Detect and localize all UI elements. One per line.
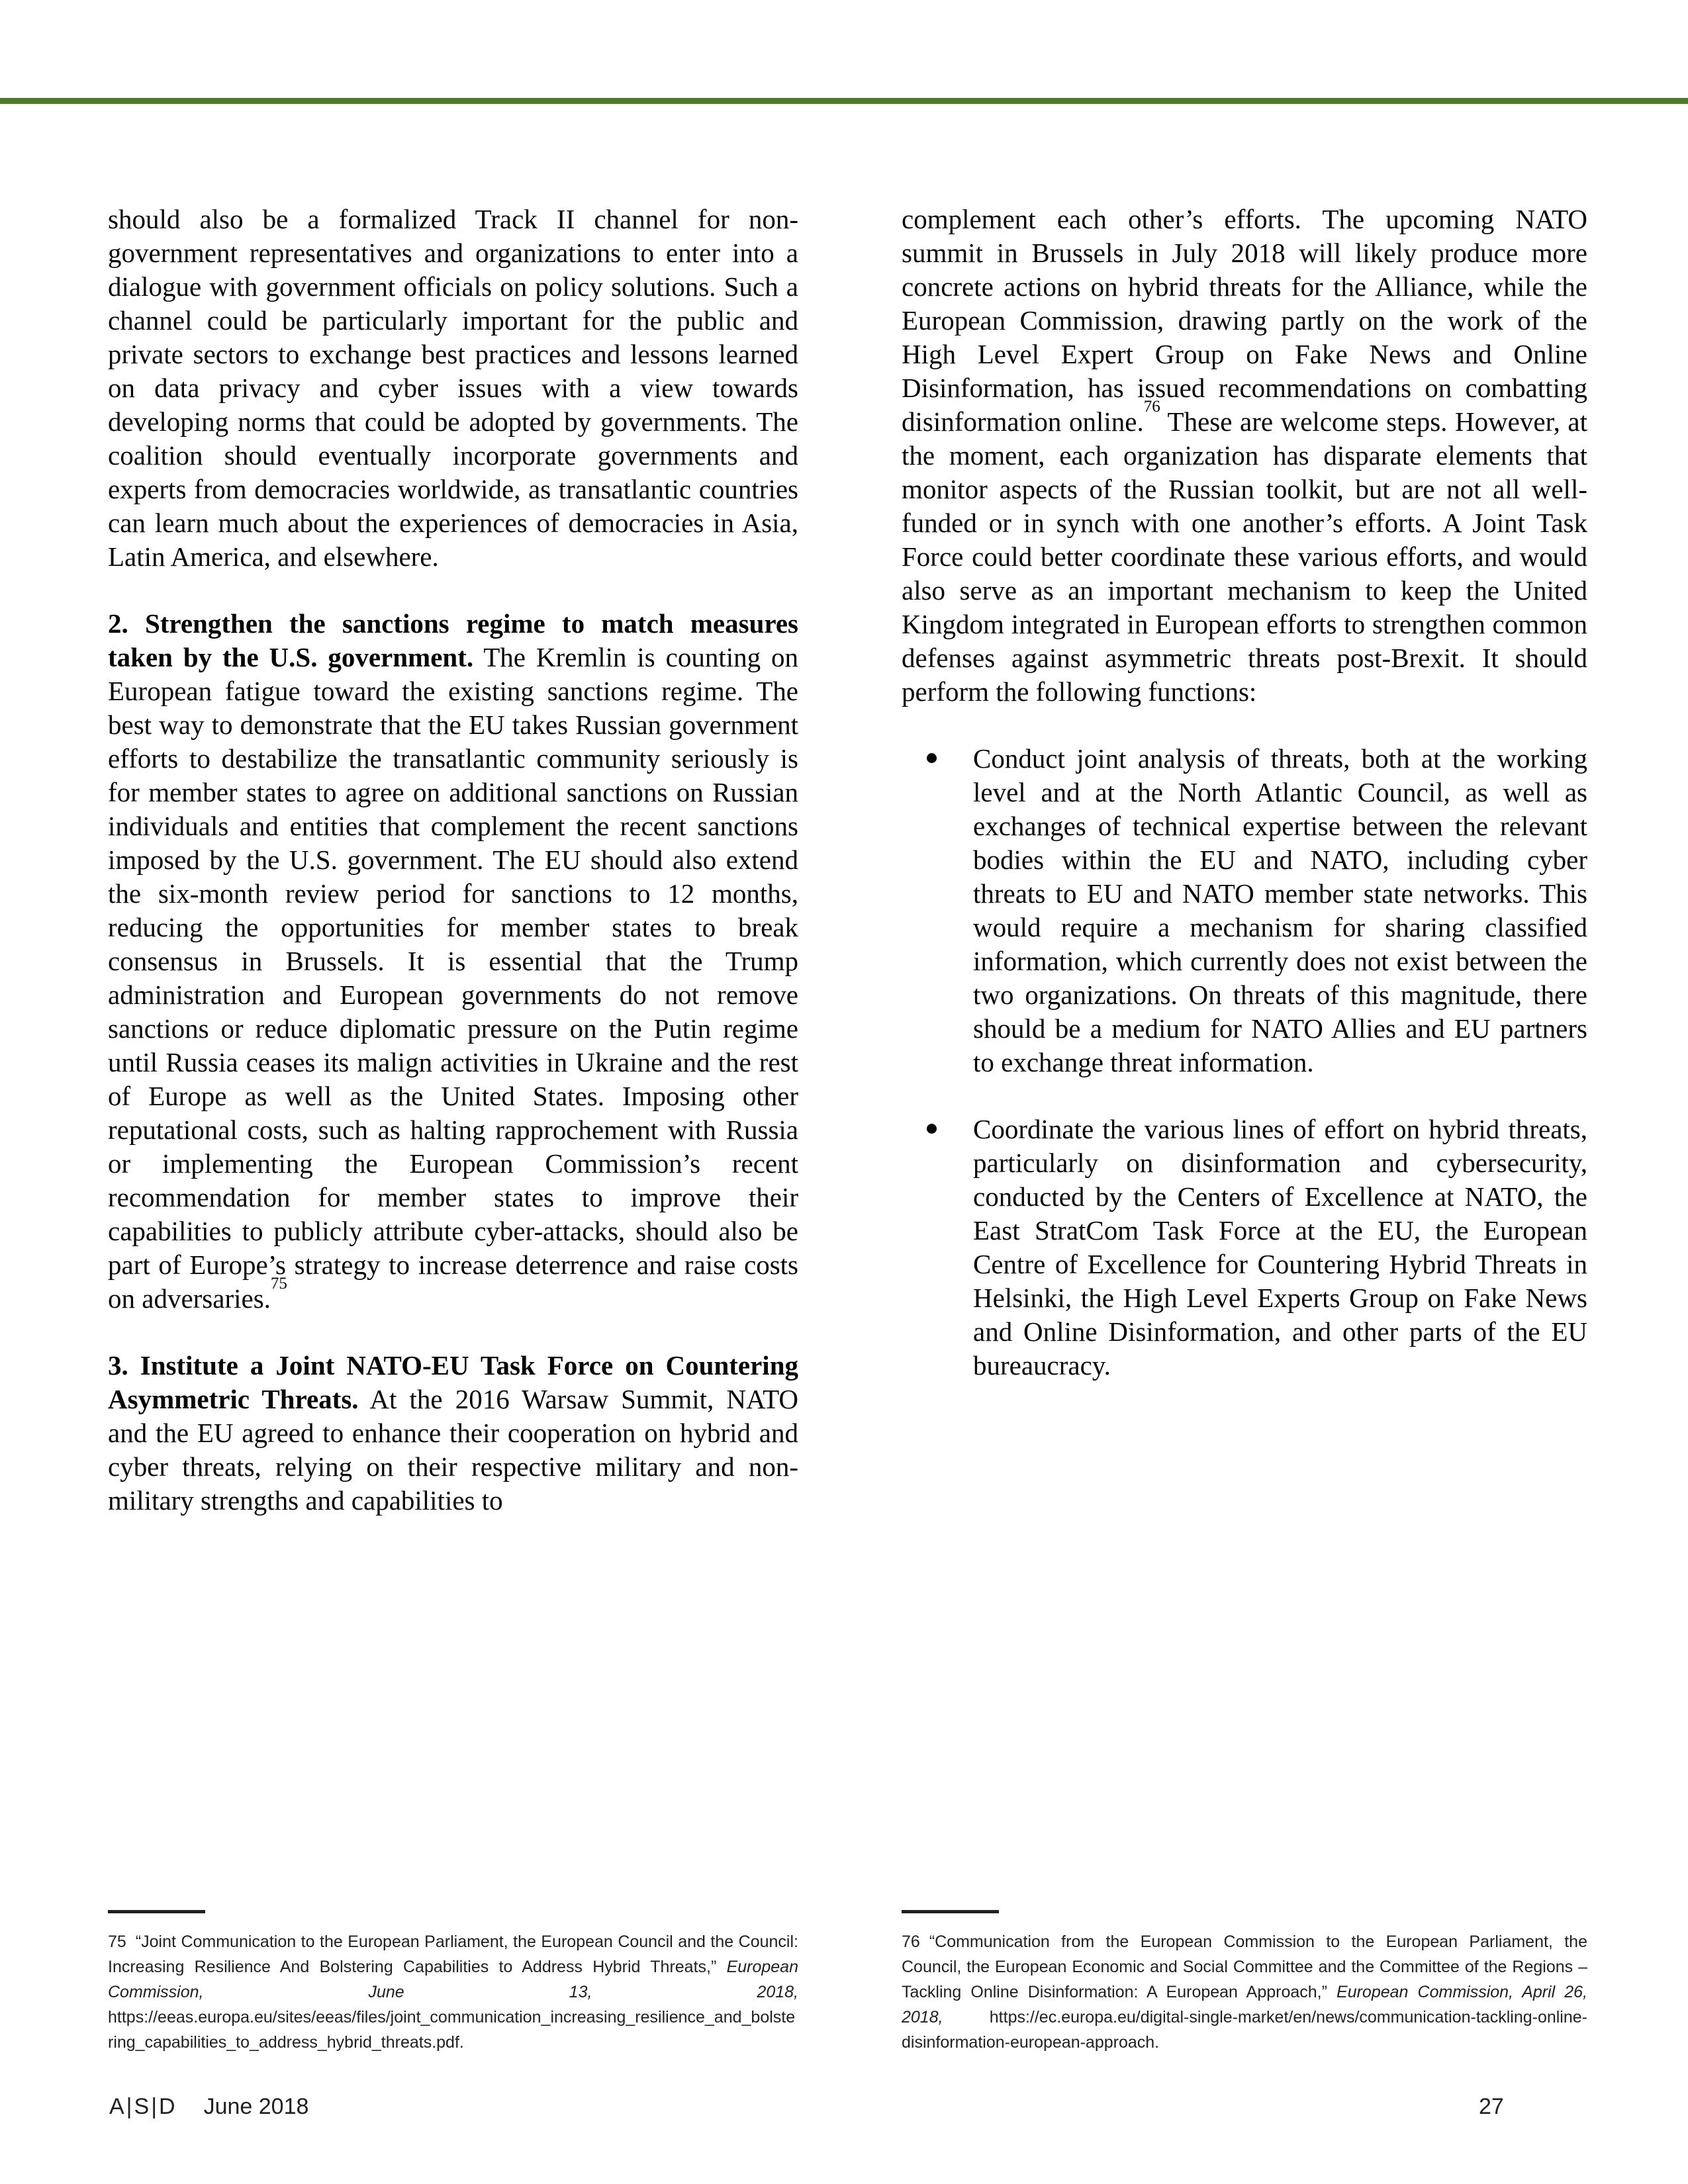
footnote-citation: “Communication from the European Commission to the European Parliament, the Council, the European Economic and Social Committee and the Committee of the Regions – Tackling Online Disinformation: A European Approach,”	[902, 1933, 1587, 2001]
brand-logo-text: A|S|D	[109, 2094, 177, 2119]
footnote-number: 76	[902, 1933, 920, 1951]
paragraph-text: The Kremlin is counting on European fatigue toward the existing sanctions regime. The best way to demonstrate that the EU takes Russian government efforts to destabilize the transatlantic community seriously is for member states to agree on additional sanctions on Russian individuals and entities that complement the recent sanctions imposed by the U.S. government. The EU should also extend the six-month review period for sanctions to 12 months, reducing the opportunities for member states to break consensus in Brussels. It is essential that the Trump administration and European governments do not remove sanctions or reduce diplomatic pressure on the Putin regime until Russia ceases its malign activities in Ukraine and the rest of Europe as well as the United States. Imposing other reputational costs, such as halting rapprochement with Russia or implementing the European Commission’s recent recommendation for member states to improve their capabilities to publicly attribute cyber-attacks, should also be part of Europe’s strategy to increase deterrence and raise costs on adversaries.	[108, 642, 799, 1314]
footnote-url: https://ec.europa.eu/digital-single-market/en/news/communication-tackling-online-disinformation-european-approach.	[902, 2008, 1587, 2052]
paragraph-text: complement each other’s efforts. The upcoming NATO summit in Brussels in July 2018 will likely produce more concrete actions on hybrid threats for the Alliance, while the European Commission, drawing partly on the work of the High Level Expert Group on Fake News and Online Disinformation, has issued recommendations on combatting disinformation online.	[902, 204, 1587, 437]
footer	[109, 2094, 308, 2120]
footnote-url: https://eeas.europa.eu/sites/eeas/files/joint_communication_increasing_resilience_and_bolstering_capabilities_to_address_hybrid_threats.pdf.	[108, 2008, 796, 2052]
page-number: 27	[1479, 2094, 1504, 2119]
list-item-text: Coordinate the various lines of effort on hybrid threats, particularly on disinformation and cybersecurity, conducted by the Centers of Excellence at NATO, the East StratCom Task Force at the EU, the European Centre of Excellence for Countering Hybrid Threats in Helsinki, the High Level Experts Group on Fake News and Online Disinformation, and other parts of the EU bureaucracy.	[973, 1114, 1587, 1381]
list-item-coordinate-efforts	[902, 1113, 1587, 1383]
paragraph-text: should also be a formalized Track II channel for non-government representatives and organizations to enter into a dialogue with government officials on policy solutions. Such a channel could be particularly important for the public and private sectors to exchange best practices and lessons learned on data privacy and cyber issues with a view towards developing norms that could be adopted by governments. The coalition should eventually incorporate governments and experts from democracies worldwide, as transatlantic countries can learn much about the experiences of democracies in Asia, Latin America, and elsewhere.	[108, 204, 798, 572]
list-item-joint-analysis	[902, 742, 1587, 1079]
task-force-function-list	[902, 742, 1587, 1383]
right-column	[902, 203, 1587, 1416]
list-item-text: Conduct joint analysis of threats, both at the working level and at the North Atlantic Council, as well as exchanges of technical expertise between the relevant bodies within the EU and NATO, including cyber threats to EU and NATO member state networks. This would require a mechanism for sharing classified information, which currently does not exist between the two organizations. On threats of this magnitude, there should be a medium for NATO Allies and EU partners to exchange threat information.	[973, 743, 1587, 1077]
paragraph-recommendation-3	[108, 1349, 798, 1518]
paragraph-track-ii	[108, 203, 798, 574]
top-rule	[0, 98, 1688, 104]
footnote-number: 75	[108, 1933, 126, 1951]
footnote-ref-75: 75	[270, 1275, 287, 1293]
bullet-icon	[927, 753, 937, 763]
footnote-75	[108, 1910, 798, 2055]
footer-date: June 2018	[203, 2094, 309, 2119]
footnote-text	[108, 1929, 798, 2055]
footnote-separator	[902, 1910, 999, 1913]
footnote-source-italic: European Commission, June 13, 2018,	[108, 1958, 798, 2001]
paragraph-text: These are welcome steps. However, at the moment, each organization has disparate elements that monitor aspects of the Russian toolkit, but are not all well-funded or in synch with one another’s efforts. A Joint Task Force could better coordinate these various efforts, and would also serve as an important mechanism to keep the United Kingdom integrated in European efforts to strengthen common defenses against asymmetric threats post-Brexit. It should perform the following functions:	[902, 406, 1587, 707]
recommendation-3-heading: 3. Institute a Joint NATO-EU Task Force on Countering Asymmetric Threats.	[108, 1350, 798, 1414]
footnote-citation: “Joint Communication to the European Parliament, the European Council and the Council: Increasing Resilience And Bolstering Capabilities to Address Hybrid Threats,”	[108, 1933, 798, 1976]
footnote-76	[902, 1910, 1587, 2055]
footnote-source-italic: European Commission, April 26, 2018,	[902, 1983, 1587, 2026]
recommendation-2-heading: 2. Strengthen the sanctions regime to match measures taken by the U.S. government.	[108, 608, 798, 672]
footnote-separator	[108, 1910, 205, 1913]
left-column	[108, 203, 798, 1551]
bullet-icon	[927, 1124, 937, 1134]
paragraph-joint-task-force	[902, 203, 1587, 709]
footnote-text	[902, 1929, 1587, 2055]
paragraph-text: At the 2016 Warsaw Summit, NATO and the EU agreed to enhance their cooperation on hybrid and cyber threats, relying on their respective military and non-military strengths and capabilities to	[108, 1384, 798, 1516]
footnote-ref-76: 76	[1143, 398, 1160, 416]
paragraph-recommendation-2	[108, 607, 798, 1316]
